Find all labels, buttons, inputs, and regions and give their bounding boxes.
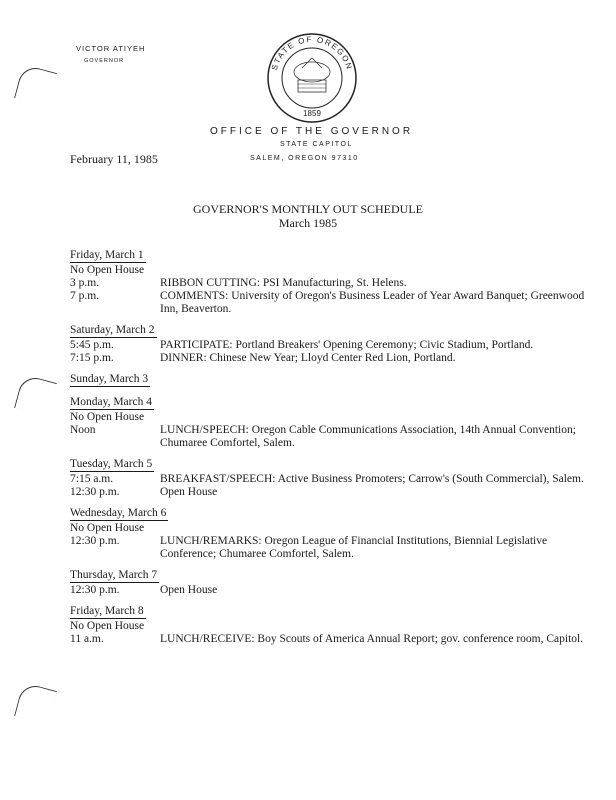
entry-time: 11 a.m. <box>70 633 104 645</box>
schedule-entry <box>70 290 590 316</box>
entry-event: BREAKFAST/SPEECH: Active Business Promoters; Carrow's (South Commercial), Salem. <box>160 473 584 485</box>
office-building: STATE CAPITOL <box>280 141 353 148</box>
document-date: February 11, 1985 <box>70 152 158 166</box>
schedule-entry <box>70 424 590 450</box>
day-note: No Open House <box>70 411 145 423</box>
schedule-day <box>70 324 590 365</box>
day-note: No Open House <box>70 264 145 276</box>
day-heading: Wednesday, March 6 <box>70 507 167 519</box>
binder-hole-middle <box>14 374 57 417</box>
schedule-day <box>70 507 590 561</box>
entry-time: Noon <box>70 424 96 436</box>
schedule-day <box>70 396 590 450</box>
day-heading: Monday, March 4 <box>70 396 152 408</box>
day-heading: Tuesday, March 5 <box>70 458 153 470</box>
day-heading: Sunday, March 3 <box>70 373 149 385</box>
entry-event: COMMENTS: University of Oregon's Business Leader of Year Award Banquet; Greenwood Inn, Beaverton. <box>160 290 585 315</box>
schedule-day <box>70 249 590 316</box>
office-heading: OFFICE OF THE GOVERNOR <box>210 126 414 137</box>
state-seal-icon <box>266 32 358 124</box>
entry-time: 12:30 p.m. <box>70 535 120 547</box>
entry-time: 12:30 p.m. <box>70 486 120 498</box>
binder-hole-bottom <box>14 682 57 725</box>
schedule-entry <box>70 633 590 646</box>
schedule-day <box>70 373 590 388</box>
schedule-day <box>70 569 590 597</box>
document-title: GOVERNOR'S MONTHLY OUT SCHEDULE <box>193 202 423 216</box>
day-heading: Friday, March 1 <box>70 249 144 261</box>
schedule-entry <box>70 277 590 290</box>
governor-name: VICTOR ATIYEH <box>76 44 146 53</box>
schedule-entry <box>70 486 590 499</box>
entry-event: LUNCH/REMARKS: Oregon League of Financial Institutions, Biennial Legislative Conference; Chumaree Comfortel, Salem. <box>160 535 548 560</box>
entry-time: 5:45 p.m. <box>70 339 114 351</box>
entry-event: LUNCH/SPEECH: Oregon Cable Communications Association, 14th Annual Convention; Chumaree Comfortel, Salem. <box>160 424 576 449</box>
schedule-day <box>70 458 590 499</box>
entry-event: DINNER: Chinese New Year; Lloyd Center Red Lion, Portland. <box>160 352 456 364</box>
svg-text:STATE OF OREGON <box>270 35 354 71</box>
schedule-entry <box>70 584 590 597</box>
day-heading: Thursday, March 7 <box>70 569 158 581</box>
day-note: No Open House <box>70 620 145 632</box>
governor-title: GOVERNOR <box>84 58 125 64</box>
schedule-entry <box>70 352 590 365</box>
day-heading: Friday, March 8 <box>70 605 144 617</box>
entry-time: 7 p.m. <box>70 290 100 302</box>
entry-time: 7:15 a.m. <box>70 473 114 485</box>
seal-text: STATE OF OREGON <box>269 34 355 72</box>
entry-event: PARTICIPATE: Portland Breakers' Opening Ceremony; Civic Stadium, Portland. <box>160 339 534 351</box>
entry-event: Open House <box>160 584 218 596</box>
schedule-entry <box>70 473 590 486</box>
document-subtitle: March 1985 <box>278 216 338 230</box>
entry-time: 12:30 p.m. <box>70 584 120 596</box>
binder-hole-top <box>14 64 57 107</box>
entry-event: RIBBON CUTTING: PSI Manufacturing, St. Helens. <box>160 277 407 289</box>
entry-event: LUNCH/RECEIVE: Boy Scouts of America Annual Report; gov. conference room, Capitol. <box>160 633 584 645</box>
schedule-entry <box>70 339 590 352</box>
seal-year: 1859 <box>303 109 321 118</box>
office-address: SALEM, OREGON 97310 <box>250 155 359 162</box>
schedule-entry <box>70 535 590 561</box>
schedule-day <box>70 605 590 646</box>
day-heading: Saturday, March 2 <box>70 324 155 336</box>
entry-time: 7:15 p.m. <box>70 352 114 364</box>
entry-time: 3 p.m. <box>70 277 100 289</box>
entry-event: Open House <box>160 486 218 498</box>
day-note: No Open House <box>70 522 145 534</box>
schedule-list <box>70 249 590 654</box>
